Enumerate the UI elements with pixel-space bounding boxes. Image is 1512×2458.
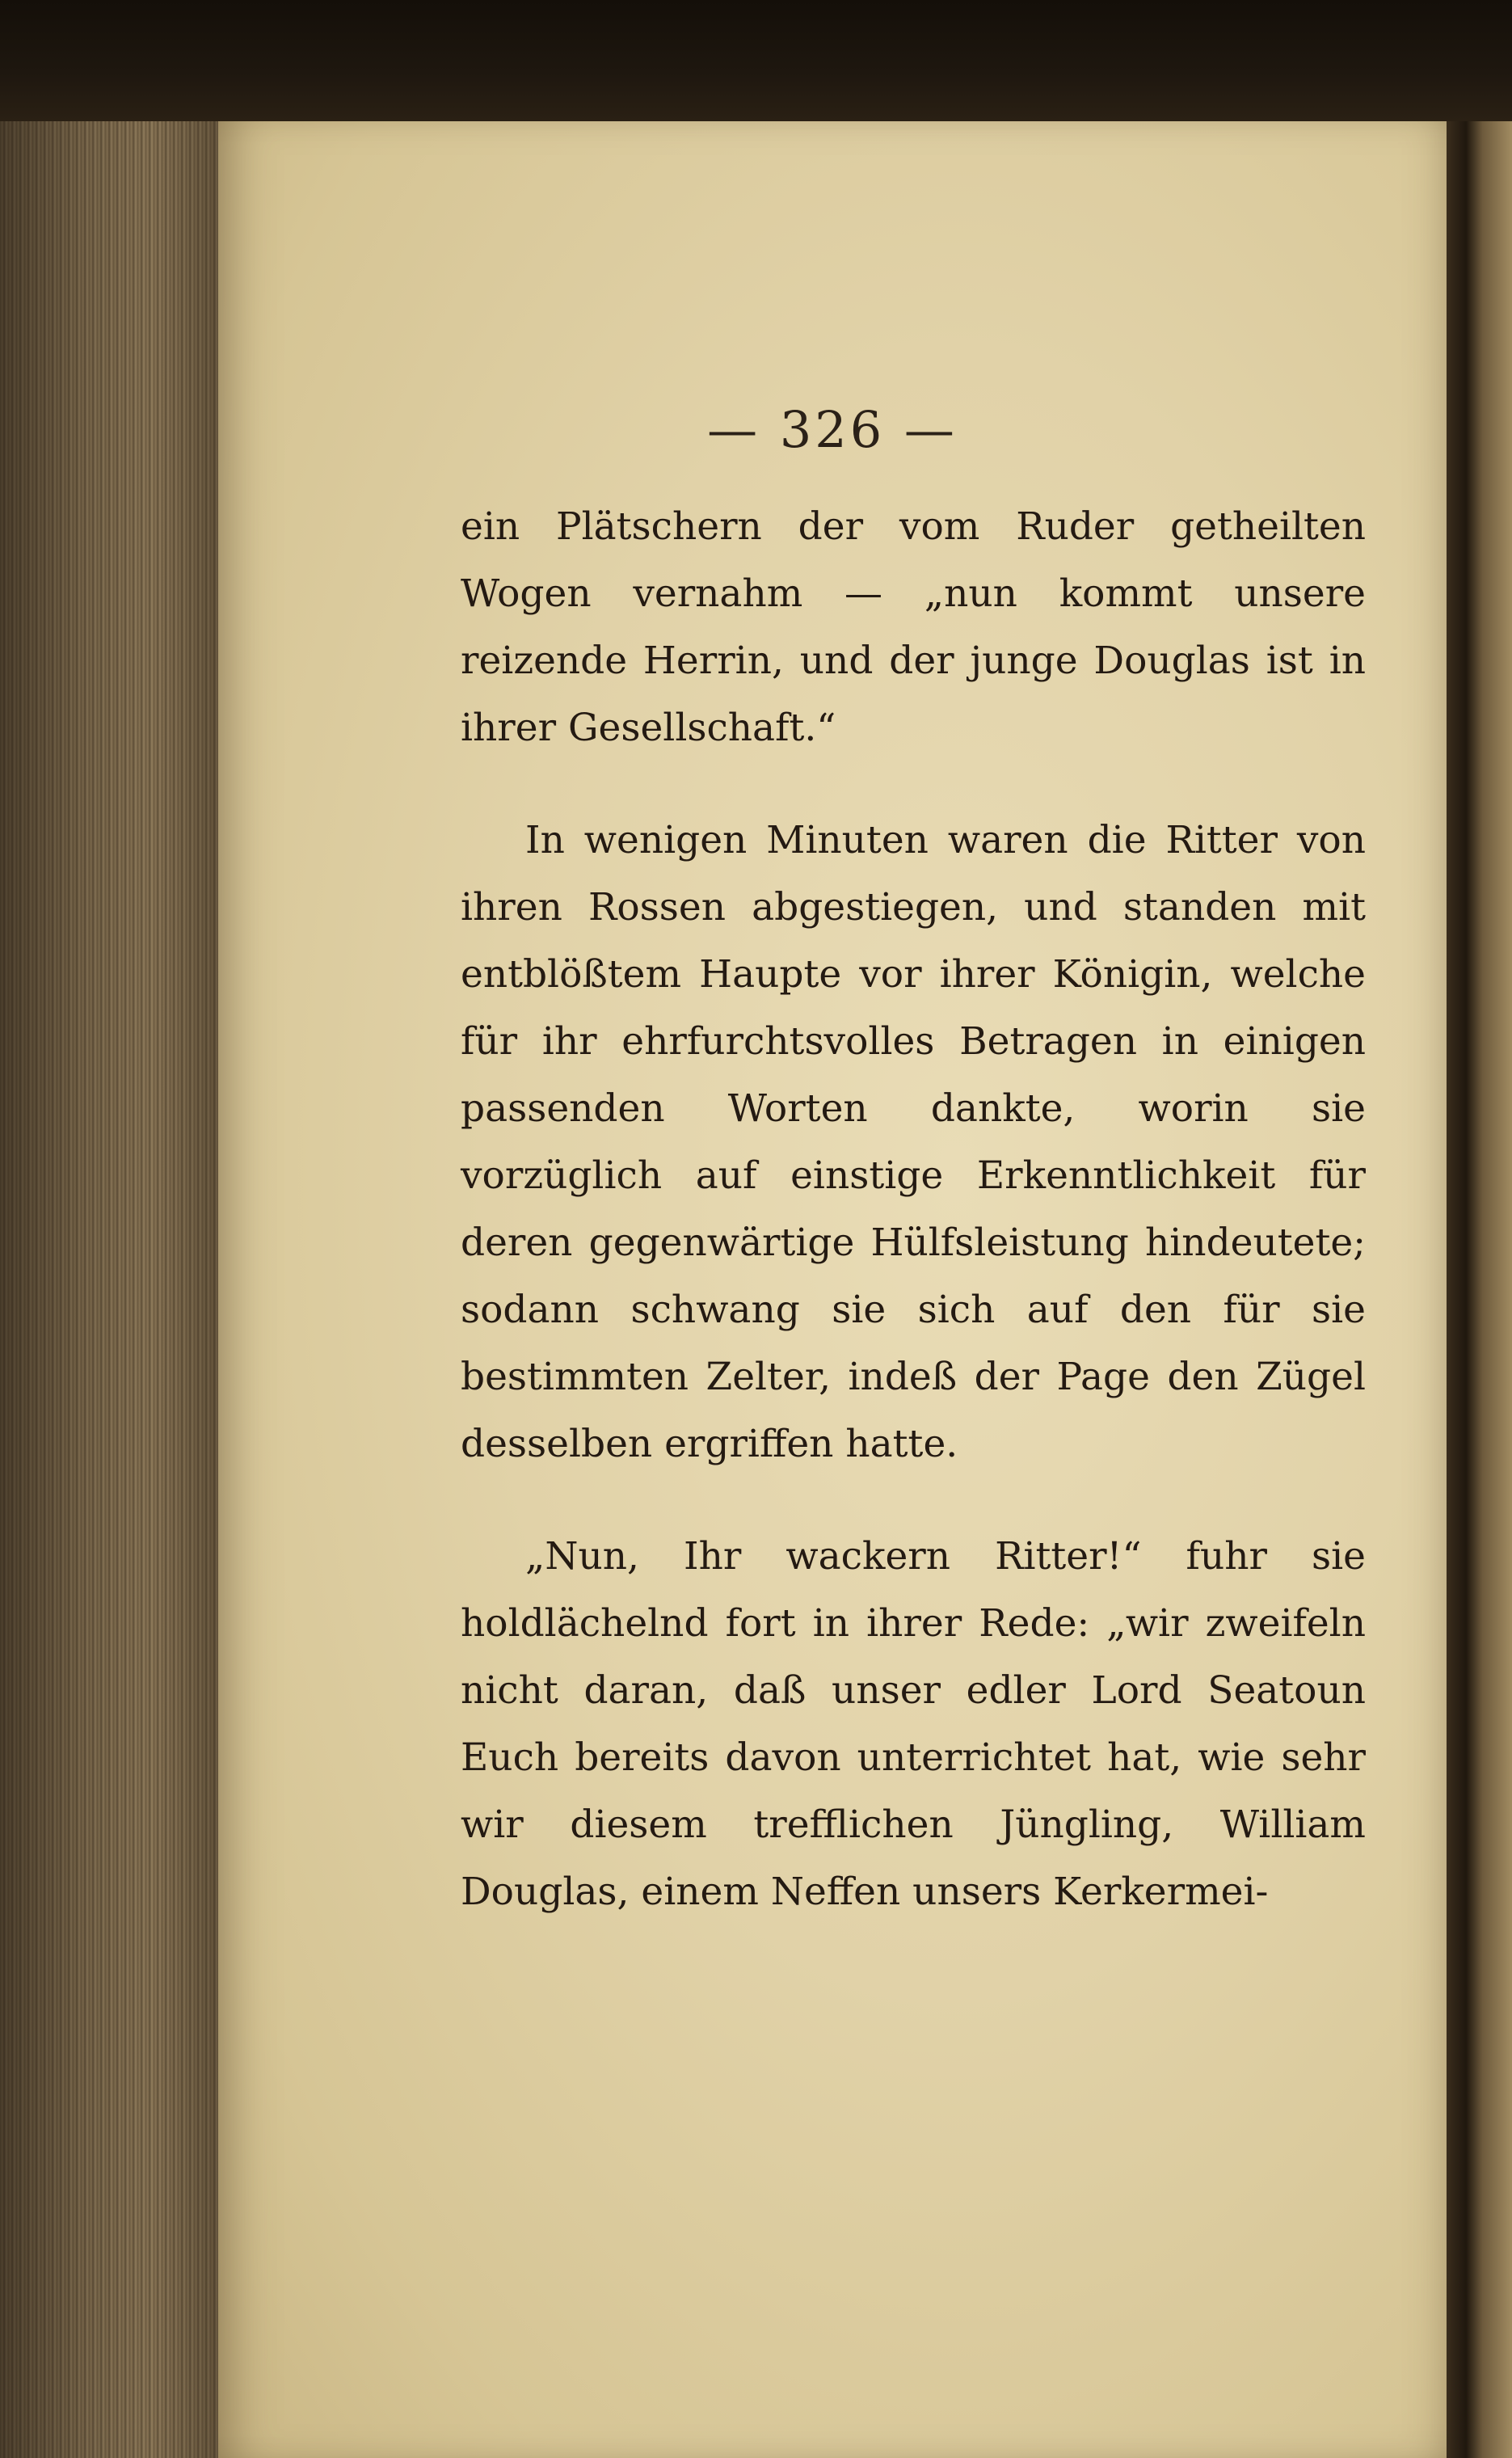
page-number: — 326 — [707,400,958,459]
paragraph: In wenigen Minuten waren die Ritter von ihren Rossen abgestiegen, und standen mit entblößtem Haupte vor ihrer Königin, welche für ihr ehrfurchtsvolles Betragen in einigen passenden Worten dankte, worin sie vorzüglich auf einstige Erkenntlichkeit für deren gegenwärtige Hülfsleistung hindeutete; sodann schwang sie sich auf den für sie bestimmten Zelter, indeß der Page den Zügel desselben ergriffen hatte. [461,818,1366,1466]
book-top-shadow [0,0,1512,121]
book-gutter [1447,121,1512,2458]
book-page [218,121,1447,2458]
page-edges [0,121,218,2458]
paragraph: ein Plätschern der vom Ruder getheilten Wogen vernahm — „nun kommt unsere reizende Herrin, und der junge Douglas ist in ihrer Gesellschaft.“ [461,504,1366,750]
body-text [461,493,1366,1925]
paragraph: „Nun, Ihr wackern Ritter!“ fuhr sie holdlächelnd fort in ihrer Rede: „wir zweifeln nicht daran, daß unser edler Lord Seatoun Euch bereits davon unterrichtet hat, wie sehr wir diesem trefflichen Jüngling, William Douglas, einem Neffen unsers Kerkermei- [461,1534,1366,1914]
